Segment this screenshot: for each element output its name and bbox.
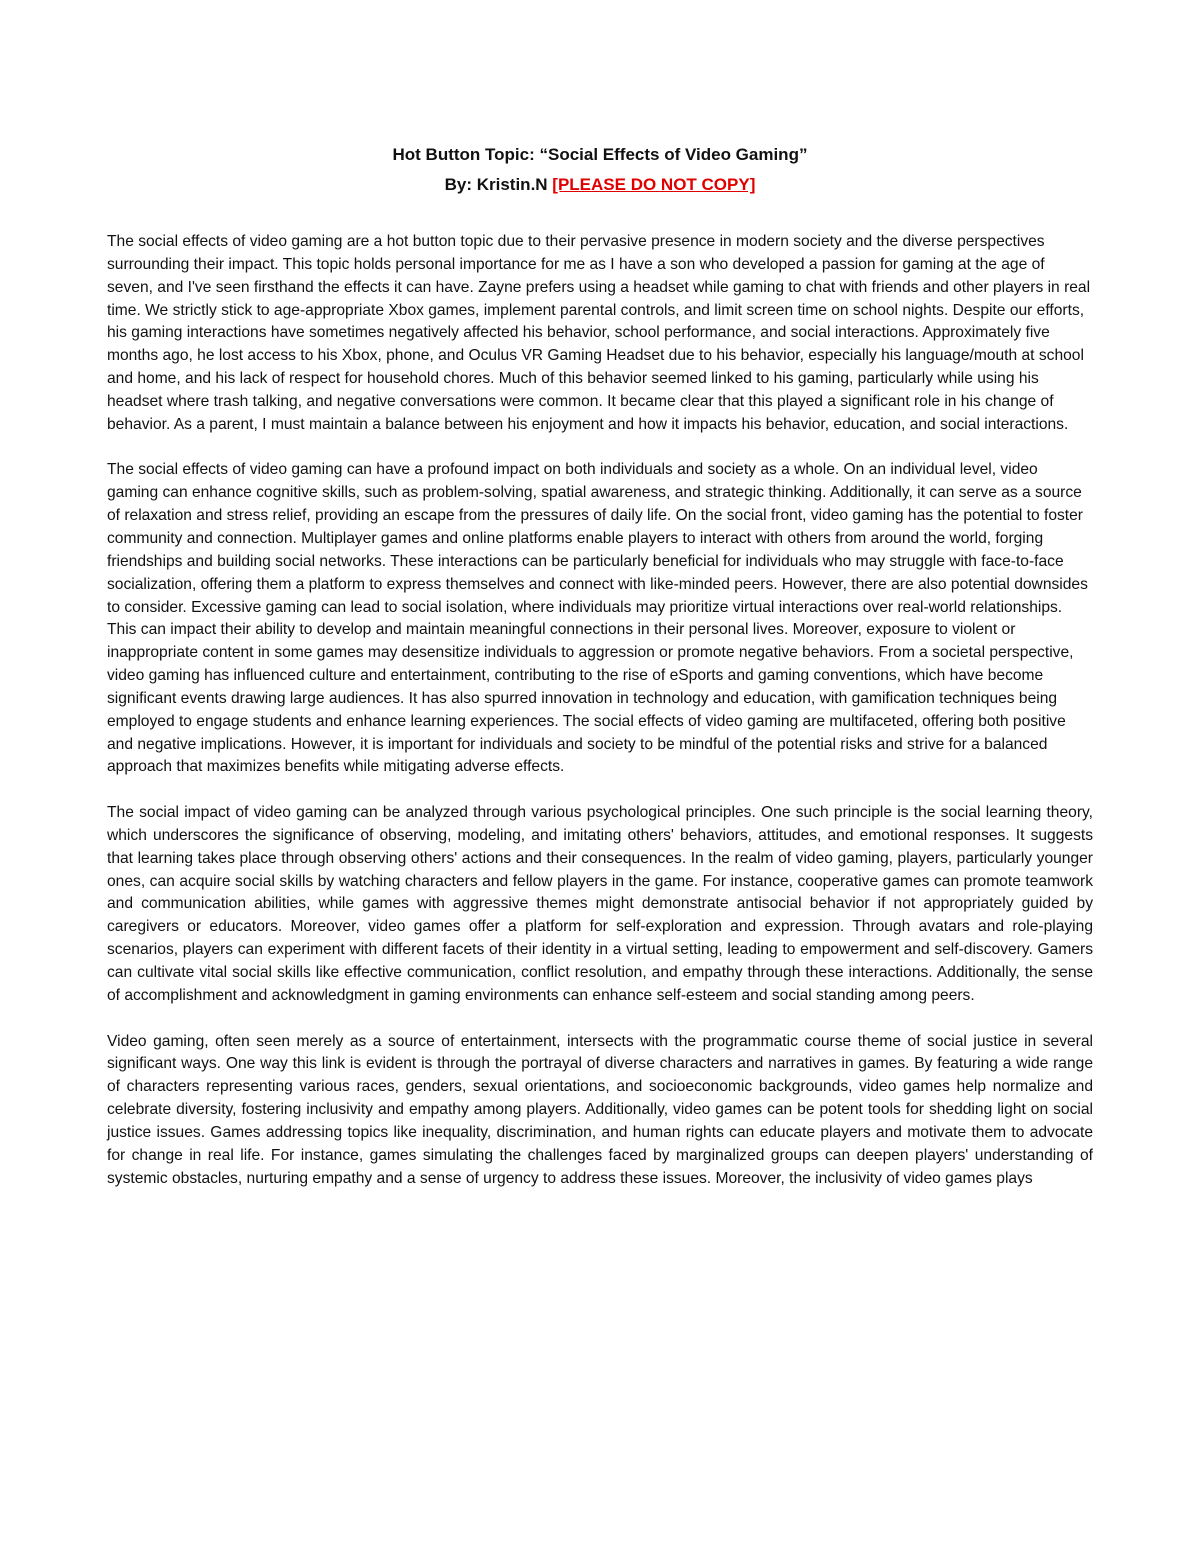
copy-warning: [PLEASE DO NOT COPY] — [552, 175, 756, 194]
document-header — [0, 140, 1200, 200]
paragraph-personal-context: The social effects of video gaming are a hot button topic due to their pervasive presence in modern society and the diverse perspectives surrounding their impact. This topic holds personal importance for me as I have a son who developed a passion for gaming at the age of seven, and I've seen firsthand the effects it can have. Zayne prefers using a headset while gaming to chat with friends and other players in real time. We strictly stick to age-appropriate Xbox games, implement parental controls, and limit screen time on school nights. Despite our efforts, his gaming interactions have sometimes negatively affected his behavior, school performance, and social interactions. Approximately five months ago, he lost access to his Xbox, phone, and Oculus VR Gaming Headset due to his behavior, especially his language/mouth at school and home, and his lack of respect for household chores. Much of this behavior seemed linked to his gaming, particularly while using his headset where trash talking, and negative conversations were common. It became clear that this played a significant role in his change of behavior. As a parent, I must maintain a balance between his enjoyment and how it impacts his behavior, education, and social interactions. — [107, 233, 1091, 433]
document-title: Hot Button Topic: “Social Effects of Video Gaming” — [392, 145, 808, 164]
paragraph-psychological-principles: The social impact of video gaming can be analyzed through various psychological principles. One such principle is the social learning theory, which underscores the significance of observing, modeling, and imitating others' behaviors, attitudes, and emotional responses. It suggests that learning takes place through observing others' actions and their consequences. In the realm of video gaming, players, particularly younger ones, can acquire social skills by watching characters and fellow players in the game. For instance, cooperative games can promote teamwork and communication abilities, while games with aggressive themes might demonstrate antisocial behavior if not appropriately guided by caregivers or educators. Moreover, video games offer a platform for self-exploration and expression. Through avatars and role-playing scenarios, players can experiment with different facets of their identity in a virtual setting, leading to empowerment and self-discovery. Gamers can cultivate vital social skills like effective communication, conflict resolution, and empathy through these interactions. Additionally, the sense of accomplishment and acknowledgment in gaming environments can enhance self-esteem and social standing among peers. — [107, 804, 1093, 1004]
paragraph-social-justice: Video gaming, often seen merely as a source of entertainment, intersects with the programmatic course theme of social justice in several significant ways. One way this link is evident is through the portrayal of diverse characters and narratives in games. By featuring a wide range of characters representing various races, genders, sexual orientations, and socioeconomic backgrounds, video games help normalize and celebrate diversity, fostering inclusivity and empathy among players. Additionally, video games can be potent tools for shedding light on social justice issues. Games addressing topics like inequality, discrimination, and human rights can educate players and motivate them to advocate for change in real life. For instance, games simulating the challenges faced by marginalized groups can deepen players' understanding of systemic obstacles, nurturing empathy and a sense of urgency to address these issues. Moreover, the inclusivity of video games plays — [107, 1032, 1093, 1187]
paragraph-social-effects: The social effects of video gaming can have a profound impact on both individuals and society as a whole. On an individual level, video gaming can enhance cognitive skills, such as problem-solving, spatial awareness, and strategic thinking. Additionally, it can serve as a source of relaxation and stress relief, providing an escape from the pressures of daily life. On the social front, video gaming has the potential to foster community and connection. Multiplayer games and online platforms enable players to interact with others from around the world, forging friendships and building social networks. These interactions can be particularly beneficial for individuals who may struggle with face-to-face socialization, offering them a platform to express themselves and connect with like-minded peers. However, there are also potential downsides to consider. Excessive gaming can lead to social isolation, where individuals may prioritize virtual interactions over real-world relationships. This can impact their ability to develop and maintain meaningful connections in their personal lives. Moreover, exposure to violent or inappropriate content in some games may desensitize individuals to aggression or promote negative behaviors. From a societal perspective, video gaming has influenced culture and entertainment, contributing to the rise of eSports and gaming conventions, which have become significant events drawing large audiences. It has also spurred innovation in technology and education, with gamification techniques being employed to engage students and enhance learning experiences. The social effects of video gaming are multifaceted, offering both positive and negative implications. However, it is important for individuals and society to be mindful of the potential risks and strive for a balanced approach that maximizes benefits while mitigating adverse effects. — [107, 461, 1088, 776]
author-name: By: Kristin.N — [444, 175, 553, 194]
document-body — [107, 231, 1093, 1213]
document-byline — [0, 170, 1200, 200]
